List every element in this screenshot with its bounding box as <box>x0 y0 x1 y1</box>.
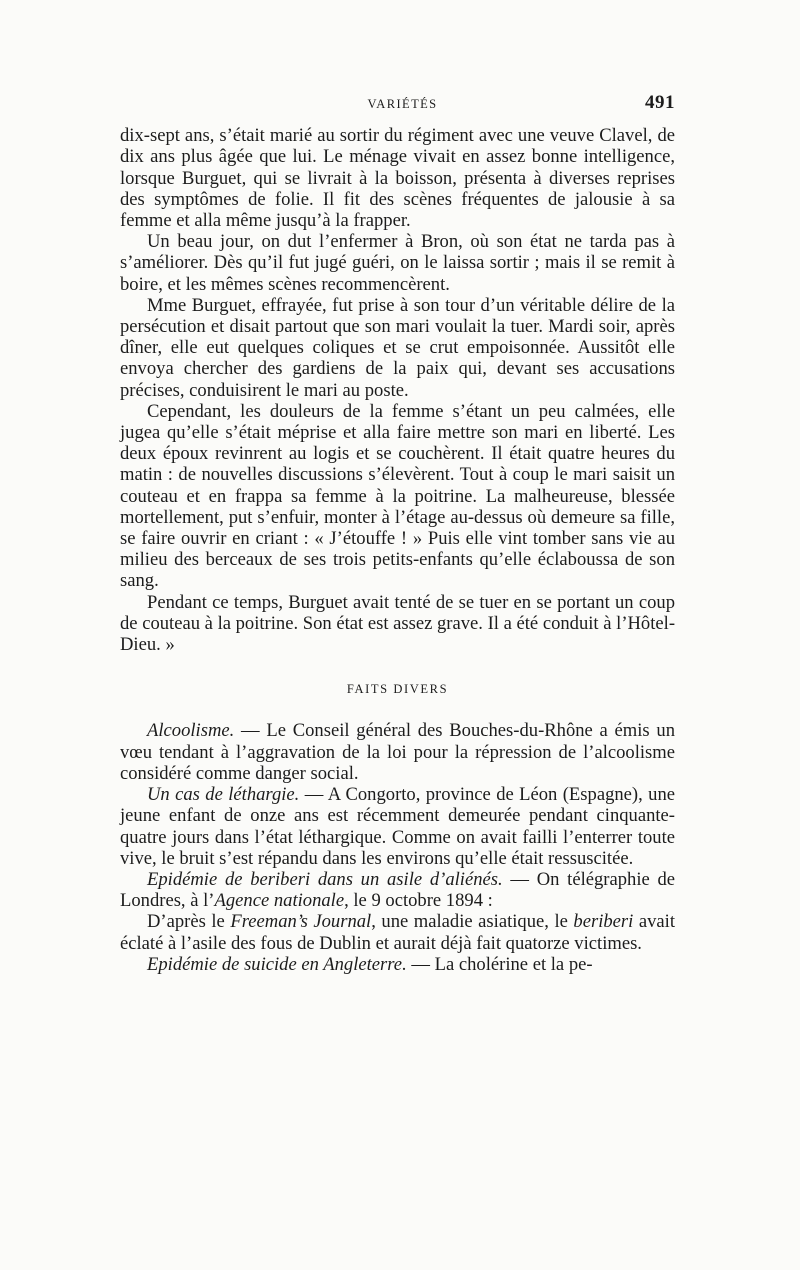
article-paragraph-4: Cependant, les douleurs de la femme s’étant un peu calmées, elle jugea qu’elle s’était méprise et alla faire mettre son mari en liberté. Les deux époux revinrent au logis et se couchèrent. Il était quatre heures du matin : de nouvelles discussions s’élevèrent. Tout à coup le mari saisit un couteau et en frappa sa femme à la poitrine. La malheureuse, blessée mortellement, put s’enfuir, monter à l’étage au-dessus où demeure sa fille, se faire ouvrir en criant : « J’étouffe ! » Puis elle vint tomber sans vie au milieu des berceaux de ses trois petits-enfants qu’elle éclaboussa de son sang. <box>120 400 675 592</box>
page-number: 491 <box>645 92 675 113</box>
news-item-separator: — <box>299 784 328 806</box>
news-item-text: La cholérine et la pe- <box>434 953 593 975</box>
news-item-lethargie <box>120 784 675 869</box>
news-item-text: avait éclaté à l’asile des fous de Dublin et aurait déjà fait quatorze victimes. <box>120 911 675 954</box>
news-item-alcoolisme <box>120 720 675 784</box>
news-item-text: On télégraphie de Londres, à l’ <box>120 868 676 912</box>
news-item-separator: — <box>234 720 267 742</box>
news-item-separator: — <box>502 868 537 890</box>
news-item-text: , le 9 octobre 1894 : <box>344 890 493 912</box>
news-item-separator: — <box>406 953 435 975</box>
news-item-title: Alcoolisme. <box>147 720 235 742</box>
news-item-text: Le Conseil général des Bouches-du-Rhône a émis un vœu tendant à l’aggravation de la loi pour la répression de l’alcoolisme considéré comme danger social. <box>120 720 675 784</box>
article-paragraph-3: Mme Burguet, effrayée, fut prise à son tour d’un véritable délire de la persécution et disait partout que son mari voulait la tuer. Mardi soir, après dîner, elle eut quelques coliques et se crut empoisonnée. Aussitôt elle envoya chercher des gardiens de la paix qui, devant ses accusations précises, conduisirent le mari au poste. <box>120 294 675 401</box>
news-item-italic-text: beriberi <box>573 911 634 933</box>
news-item-text: , une maladie asiatique, le <box>371 911 574 933</box>
news-item-italic-text: Freeman’s Journal <box>230 911 372 933</box>
article-paragraph-5: Pendant ce temps, Burguet avait tenté de se tuer en se portant un coup de couteau à la poitrine. Son état est assez grave. Il a été conduit à l’Hôtel-Dieu. » <box>120 591 676 656</box>
article-paragraph-1: dix-sept ans, s’était marié au sortir du régiment avec une veuve Clavel, de dix ans plus âgée que lui. Le ménage vivait en assez bonne intelligence, lorsque Burguet, qui se livrait à la boisson, présenta à diverses reprises des symptômes de folie. Il fit des scènes fréquentes de jalousie à sa femme et alla même jusqu’à la frapper. <box>120 125 675 232</box>
news-item-title: Epidémie de beriberi dans un asile d’aliénés. <box>147 868 503 890</box>
news-item-text: D’après le <box>147 911 231 933</box>
page-text-block <box>120 92 675 975</box>
news-item-title: Un cas de léthargie. <box>147 784 300 806</box>
news-item-text: A Congorto, province de Léon (Espagne), une jeune enfant de onze ans est récemment demeurée pendant cinquante-quatre jours dans l’état léthargique. Comme on avait failli l’enterrer toute vive, le bruit s’est répandu dans les environs qu’elle était ressuscitée. <box>120 784 676 869</box>
news-item-suicide <box>120 954 675 975</box>
news-item-beriberi <box>120 869 675 911</box>
section-title-faits-divers: FAITS DIVERS <box>346 682 449 697</box>
page-header <box>120 92 675 115</box>
news-item-beriberi-continued <box>120 911 675 953</box>
running-head: VARIÉTÉS <box>367 97 438 111</box>
news-item-title: Epidémie de suicide en Angleterre. <box>147 953 407 975</box>
news-item-italic-text: Agence nationale <box>214 890 345 912</box>
article-paragraph-2: Un beau jour, on dut l’enfermer à Bron, où son état ne tarda pas à s’améliorer. Dès qu’il fut jugé guéri, on le laissa sortir ; mais il se remit à boire, et les mêmes scènes recommencèrent. <box>120 231 675 295</box>
